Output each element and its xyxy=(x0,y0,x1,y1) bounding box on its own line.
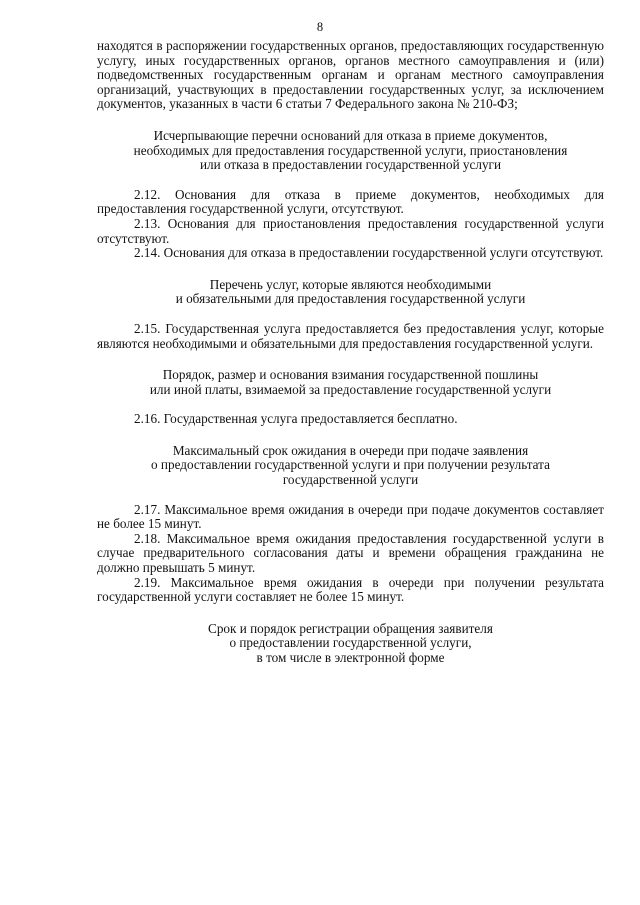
heading-line: о предоставлении государственной услуги, xyxy=(229,635,472,651)
clause-2-15: 2.15. Государственная услуга предоставляется без предоставления услуг, которые являются необходимыми и обязательными для предоставления государственной услуги. xyxy=(97,320,604,351)
heading-line: и обязательными для предоставления государственной услуги xyxy=(175,291,526,307)
heading-line: необходимых для предоставления государственной услуги, приостановления xyxy=(133,142,568,158)
heading-line: Перечень услуг, которые являются необходимыми xyxy=(209,276,492,292)
heading-line: Максимальный срок ожидания в очереди при подаче заявления xyxy=(172,442,529,458)
clause-2-14: 2.14. Основания для отказа в предоставлении государственной услуги отсутствуют. xyxy=(134,245,604,261)
section-queue-time xyxy=(97,444,604,605)
clause-2-19: 2.19. Максимальное время ожидания в очереди при получении результата государственной услуги составляет не более 15 минут. xyxy=(97,574,604,605)
section-heading xyxy=(97,278,604,307)
heading-line: о предоставлении государственной услуги и при получении результата xyxy=(151,457,550,473)
section-refusal-grounds xyxy=(97,129,604,261)
heading-line: Порядок, размер и основания взимания государственной пошлины xyxy=(162,367,539,383)
section-heading xyxy=(97,129,604,173)
page-content xyxy=(97,39,604,666)
clause-2-13: 2.13. Основания для приостановления предоставления государственной услуги отсутствуют. xyxy=(97,215,604,246)
section-heading xyxy=(97,368,604,397)
heading-line: государственной услуги xyxy=(282,472,419,488)
section-required-services xyxy=(97,278,604,351)
heading-line: в том числе в электронной форме xyxy=(256,650,445,665)
heading-line: Исчерпывающие перечни оснований для отказа в приеме документов, xyxy=(153,127,548,143)
section-fees xyxy=(97,368,604,427)
clause-2-17: 2.17. Максимальное время ожидания в очереди при подаче документов составляет не более 15 минут. xyxy=(97,501,604,532)
section-registration xyxy=(97,622,604,666)
clause-2-16: 2.16. Государственная услуга предоставляется бесплатно. xyxy=(134,411,458,427)
heading-line: или отказа в предоставлении государственной услуги xyxy=(199,157,502,173)
intro-paragraph: находятся в распоряжении государственных органов, предоставляющих государственную услугу, иных государственных органов, органов местного самоуправления и (или) подведомственных государственным органам и органам местного самоуправления организаций, участвующих в предоставлении государственных услуг, за исключением документов, указанных в части 6 статьи 7 Федерального закона № 210-ФЗ; xyxy=(97,38,604,112)
clause-2-18: 2.18. Максимальное время ожидания предоставления государственной услуги в случае предварительного согласования даты и времени обращения гражданина не должно превышать 5 минут. xyxy=(97,530,604,576)
clause-2-12: 2.12. Основания для отказа в приеме документов, необходимых для предоставления государственной услуги, отсутствуют. xyxy=(97,186,604,217)
heading-line: Срок и порядок регистрации обращения заявителя xyxy=(208,620,493,636)
section-heading xyxy=(97,622,604,666)
page-number: 8 xyxy=(316,20,324,34)
section-heading xyxy=(97,444,604,488)
heading-line: или иной платы, взимаемой за предоставление государственной услуги xyxy=(149,381,552,397)
